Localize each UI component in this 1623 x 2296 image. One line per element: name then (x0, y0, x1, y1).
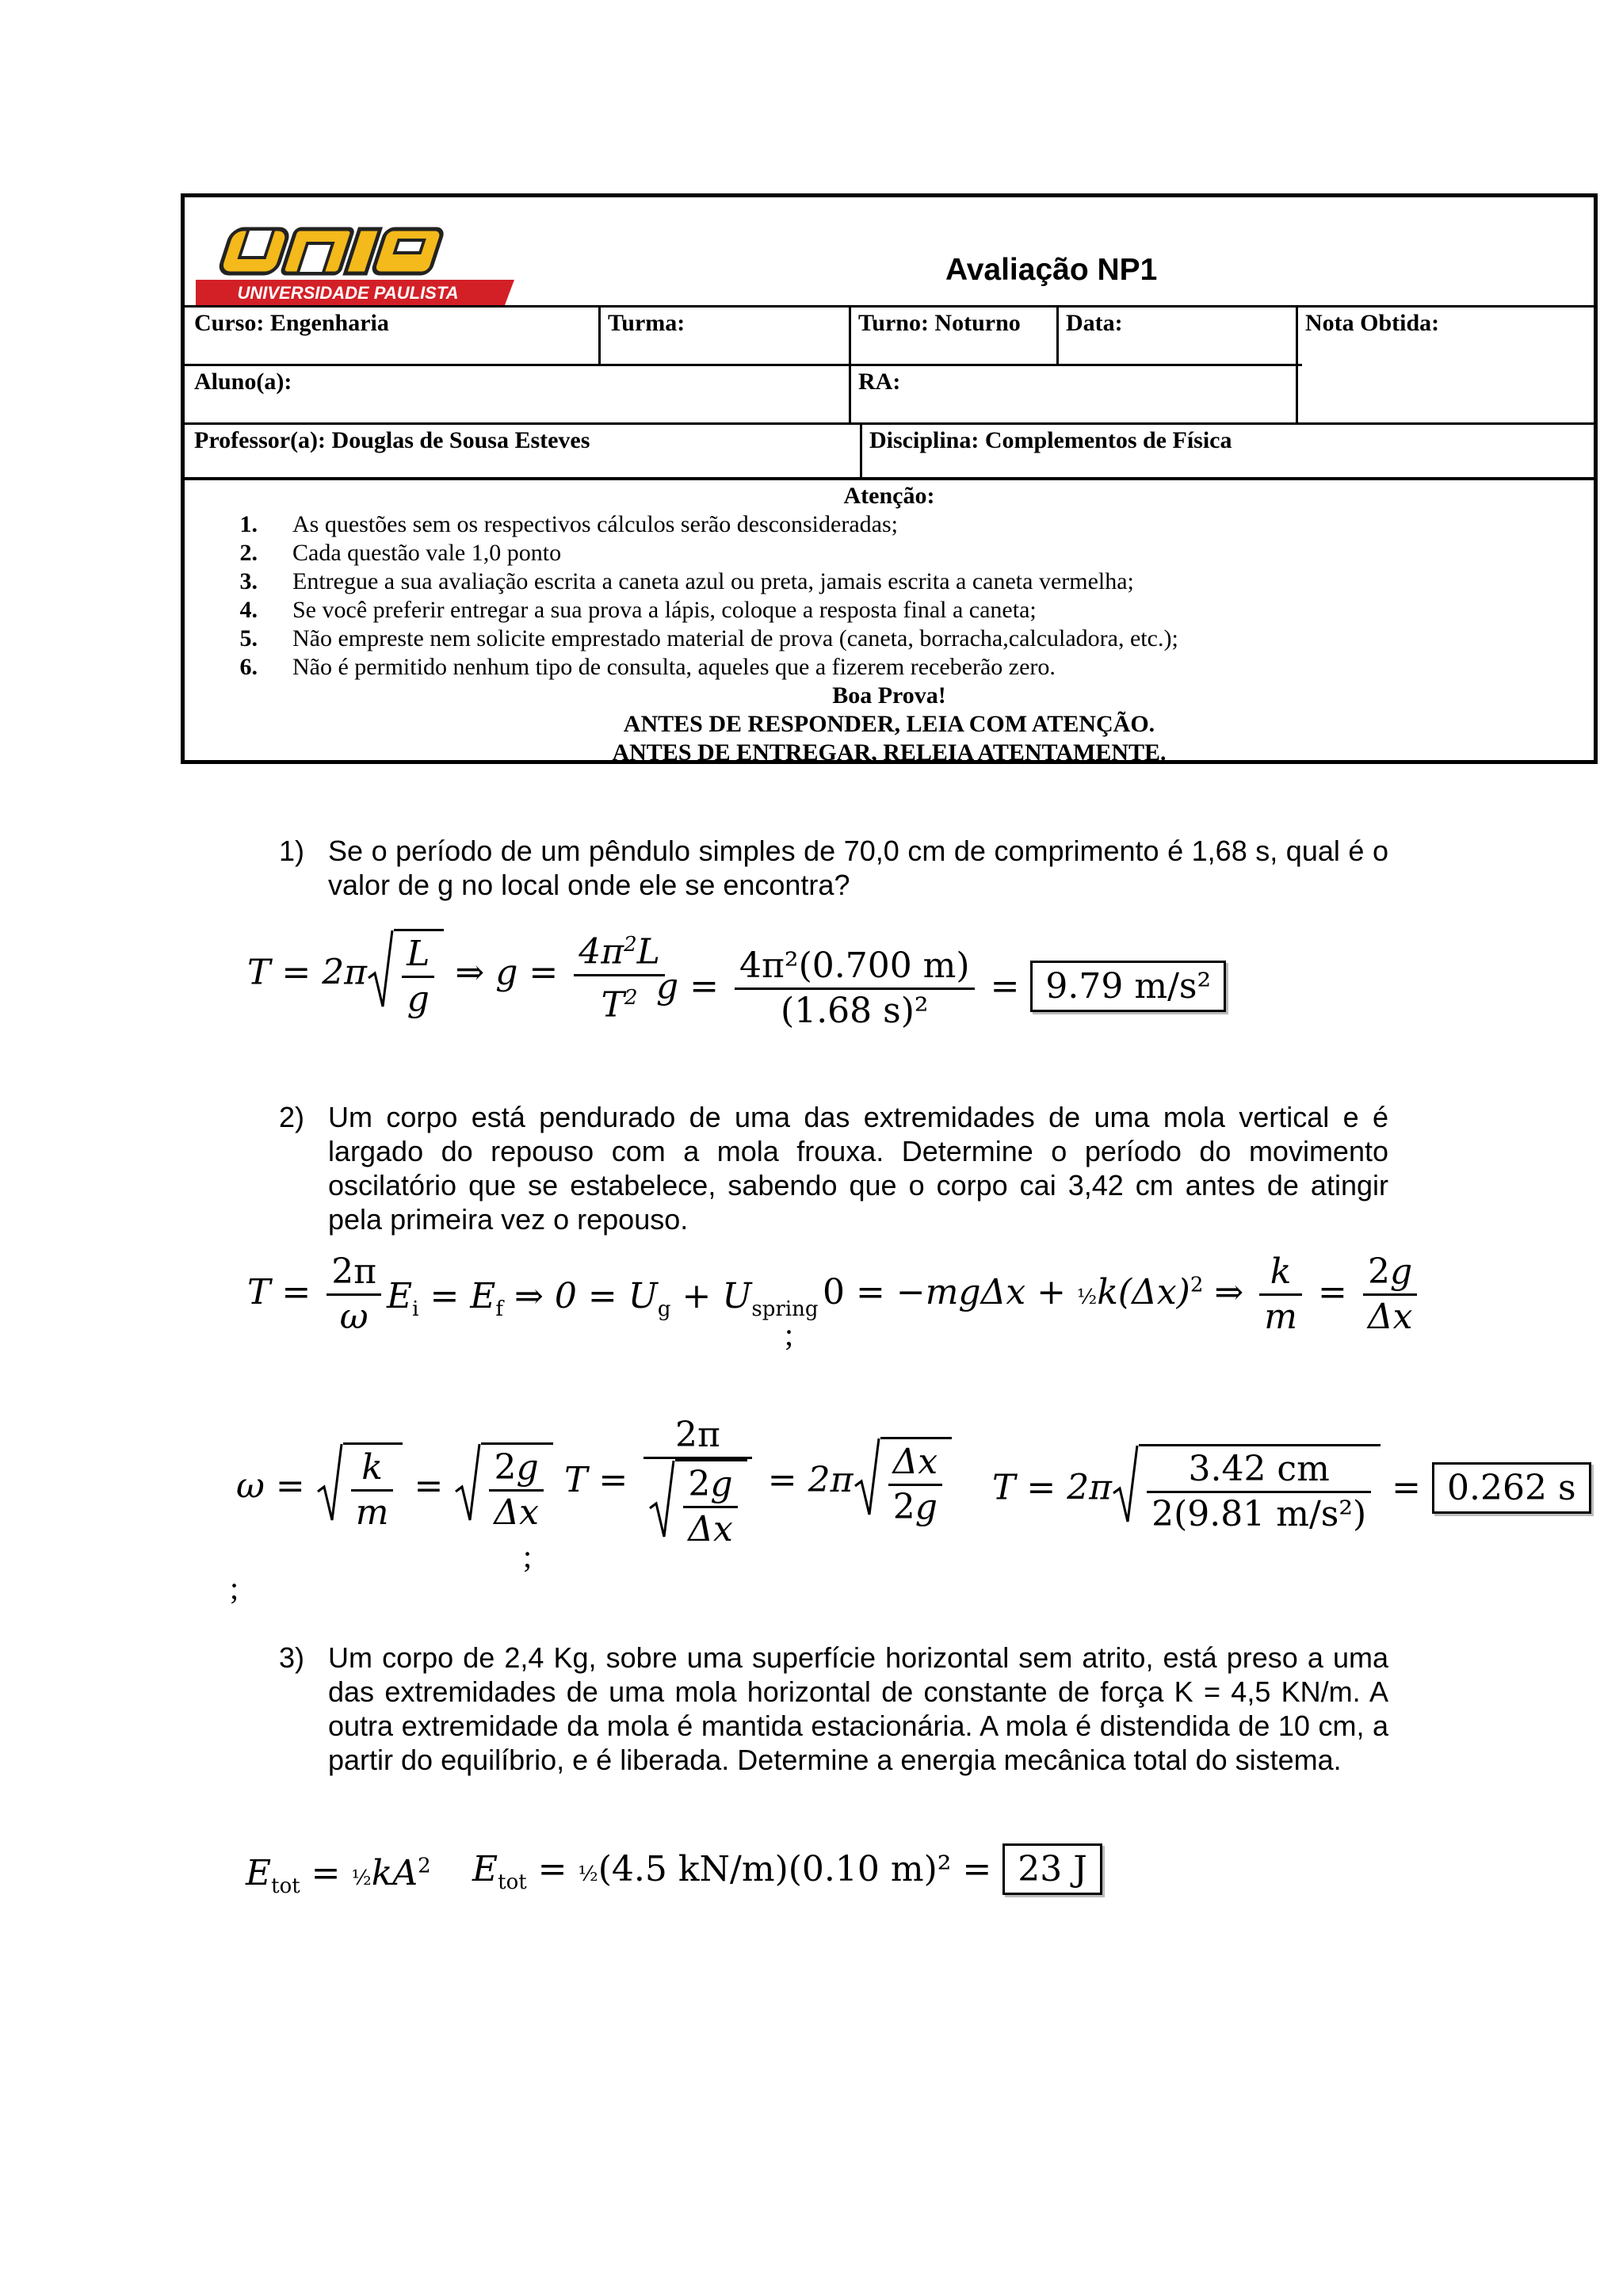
rule-item: 4. Se você preferir entregar a sua prova a lápis, coloque a resposta final a caneta; (239, 597, 1037, 623)
read-carefully-text: ANTES DE RESPONDER, LEIA COM ATENÇÃO. (623, 711, 1155, 737)
answer-box-q1: 9.79 m/s² (1030, 961, 1226, 1012)
formula-total-energy: $E_{tot}$ = $\frac{1}{2}kA^2$ (246, 1853, 431, 1898)
separator: ; (523, 1538, 533, 1574)
student-field: Aluno(a): (194, 369, 292, 395)
rule-item: 1. As questões sem os respectivos cálculos serão desconsideradas; (239, 511, 898, 537)
course-field: Curso: Engenharia (194, 310, 389, 336)
grade-field: Nota Obtida: (1305, 310, 1440, 336)
class-field: Turma: (608, 310, 685, 336)
professor-field: Professor(a): Douglas de Sousa Esteves (194, 427, 590, 453)
rule-item: 3. Entregue a sua avaliação escrita a caneta azul ou preta, jamais escrita a caneta vermelha; (239, 568, 1134, 594)
ra-field: RA: (858, 369, 901, 395)
exam-title: Avaliação NP1 (945, 253, 1158, 287)
formula-period-result: T = 2π $\frac{3.42 cm}{\text{2(9.81 m/s²)}}$ = 0.262 s (992, 1444, 1591, 1536)
answer-box-q3: 23 J (1002, 1843, 1102, 1895)
reread-text: ANTES DE ENTREGAR, RELEIA ATENTAMENTE. (612, 739, 1167, 766)
formula-period-derived: T = $\frac{2\pi}{\frac{2g}{\Delta x}}$ = 2π $\frac{\Delta x}{2g}$ (564, 1414, 952, 1551)
shift-field: Turno: Noturno (858, 310, 1021, 336)
formula-total-energy-result: $E_{tot}$ = ½(4.5 kN/m)(0.10 m)² = 23 J (472, 1843, 1102, 1895)
separator: ; (785, 1316, 794, 1352)
exam-header-table (181, 193, 1598, 764)
svg-text:UNIVERSIDADE PAULISTA: UNIVERSIDADE PAULISTA (237, 283, 459, 303)
formula-omega: ω = $\frac{k}{m}$ = $\frac{2g}{\Delta x}$ (236, 1442, 553, 1534)
date-field: Data: (1066, 310, 1123, 336)
formula-g-value: g = $\frac{\text{4π²(0.700 m)}}{\text{(1.68 s)²}}$ = 9.79 m/s² (656, 945, 1226, 1033)
rule-item: 6. Não é permitido nenhum tipo de consulta, aqueles que a fizerem receberão zero. (239, 654, 1056, 680)
formula-energy-conservation: $E_i = E_f$ ⇒ $0 = U_g + U_{spring}$ (387, 1276, 819, 1321)
formula-pendulum-period: T = 2π $\frac{L}{g}$ ⇒ g = $\frac{4\pi^2L}{T^2}$ (247, 923, 670, 1026)
rule-item: 2. Cada questão vale 1,0 ponto (239, 540, 562, 566)
rule-item: 5. Não empreste nem solicite emprestado material de prova (caneta, borracha,calculadora, etc.); (239, 625, 1178, 651)
good-luck-text: Boa Prova! (832, 682, 946, 709)
formula-period-omega: T = $\frac{2\pi}{\omega}$ (247, 1251, 386, 1339)
answer-box-q2: 0.262 s (1432, 1462, 1591, 1514)
unip-logo (189, 221, 514, 308)
separator: ; (230, 1570, 239, 1606)
discipline-field: Disciplina: Complementos de Física (869, 427, 1232, 453)
formula-k-over-m: $0 = -mg\Delta x + \frac{1}{2}k(\Delta x)^2$ ⇒ $\frac{k}{m}$ = $\frac{2g}{\Delta x}$ (823, 1251, 1422, 1339)
attention-heading: Atenção: (843, 483, 935, 509)
